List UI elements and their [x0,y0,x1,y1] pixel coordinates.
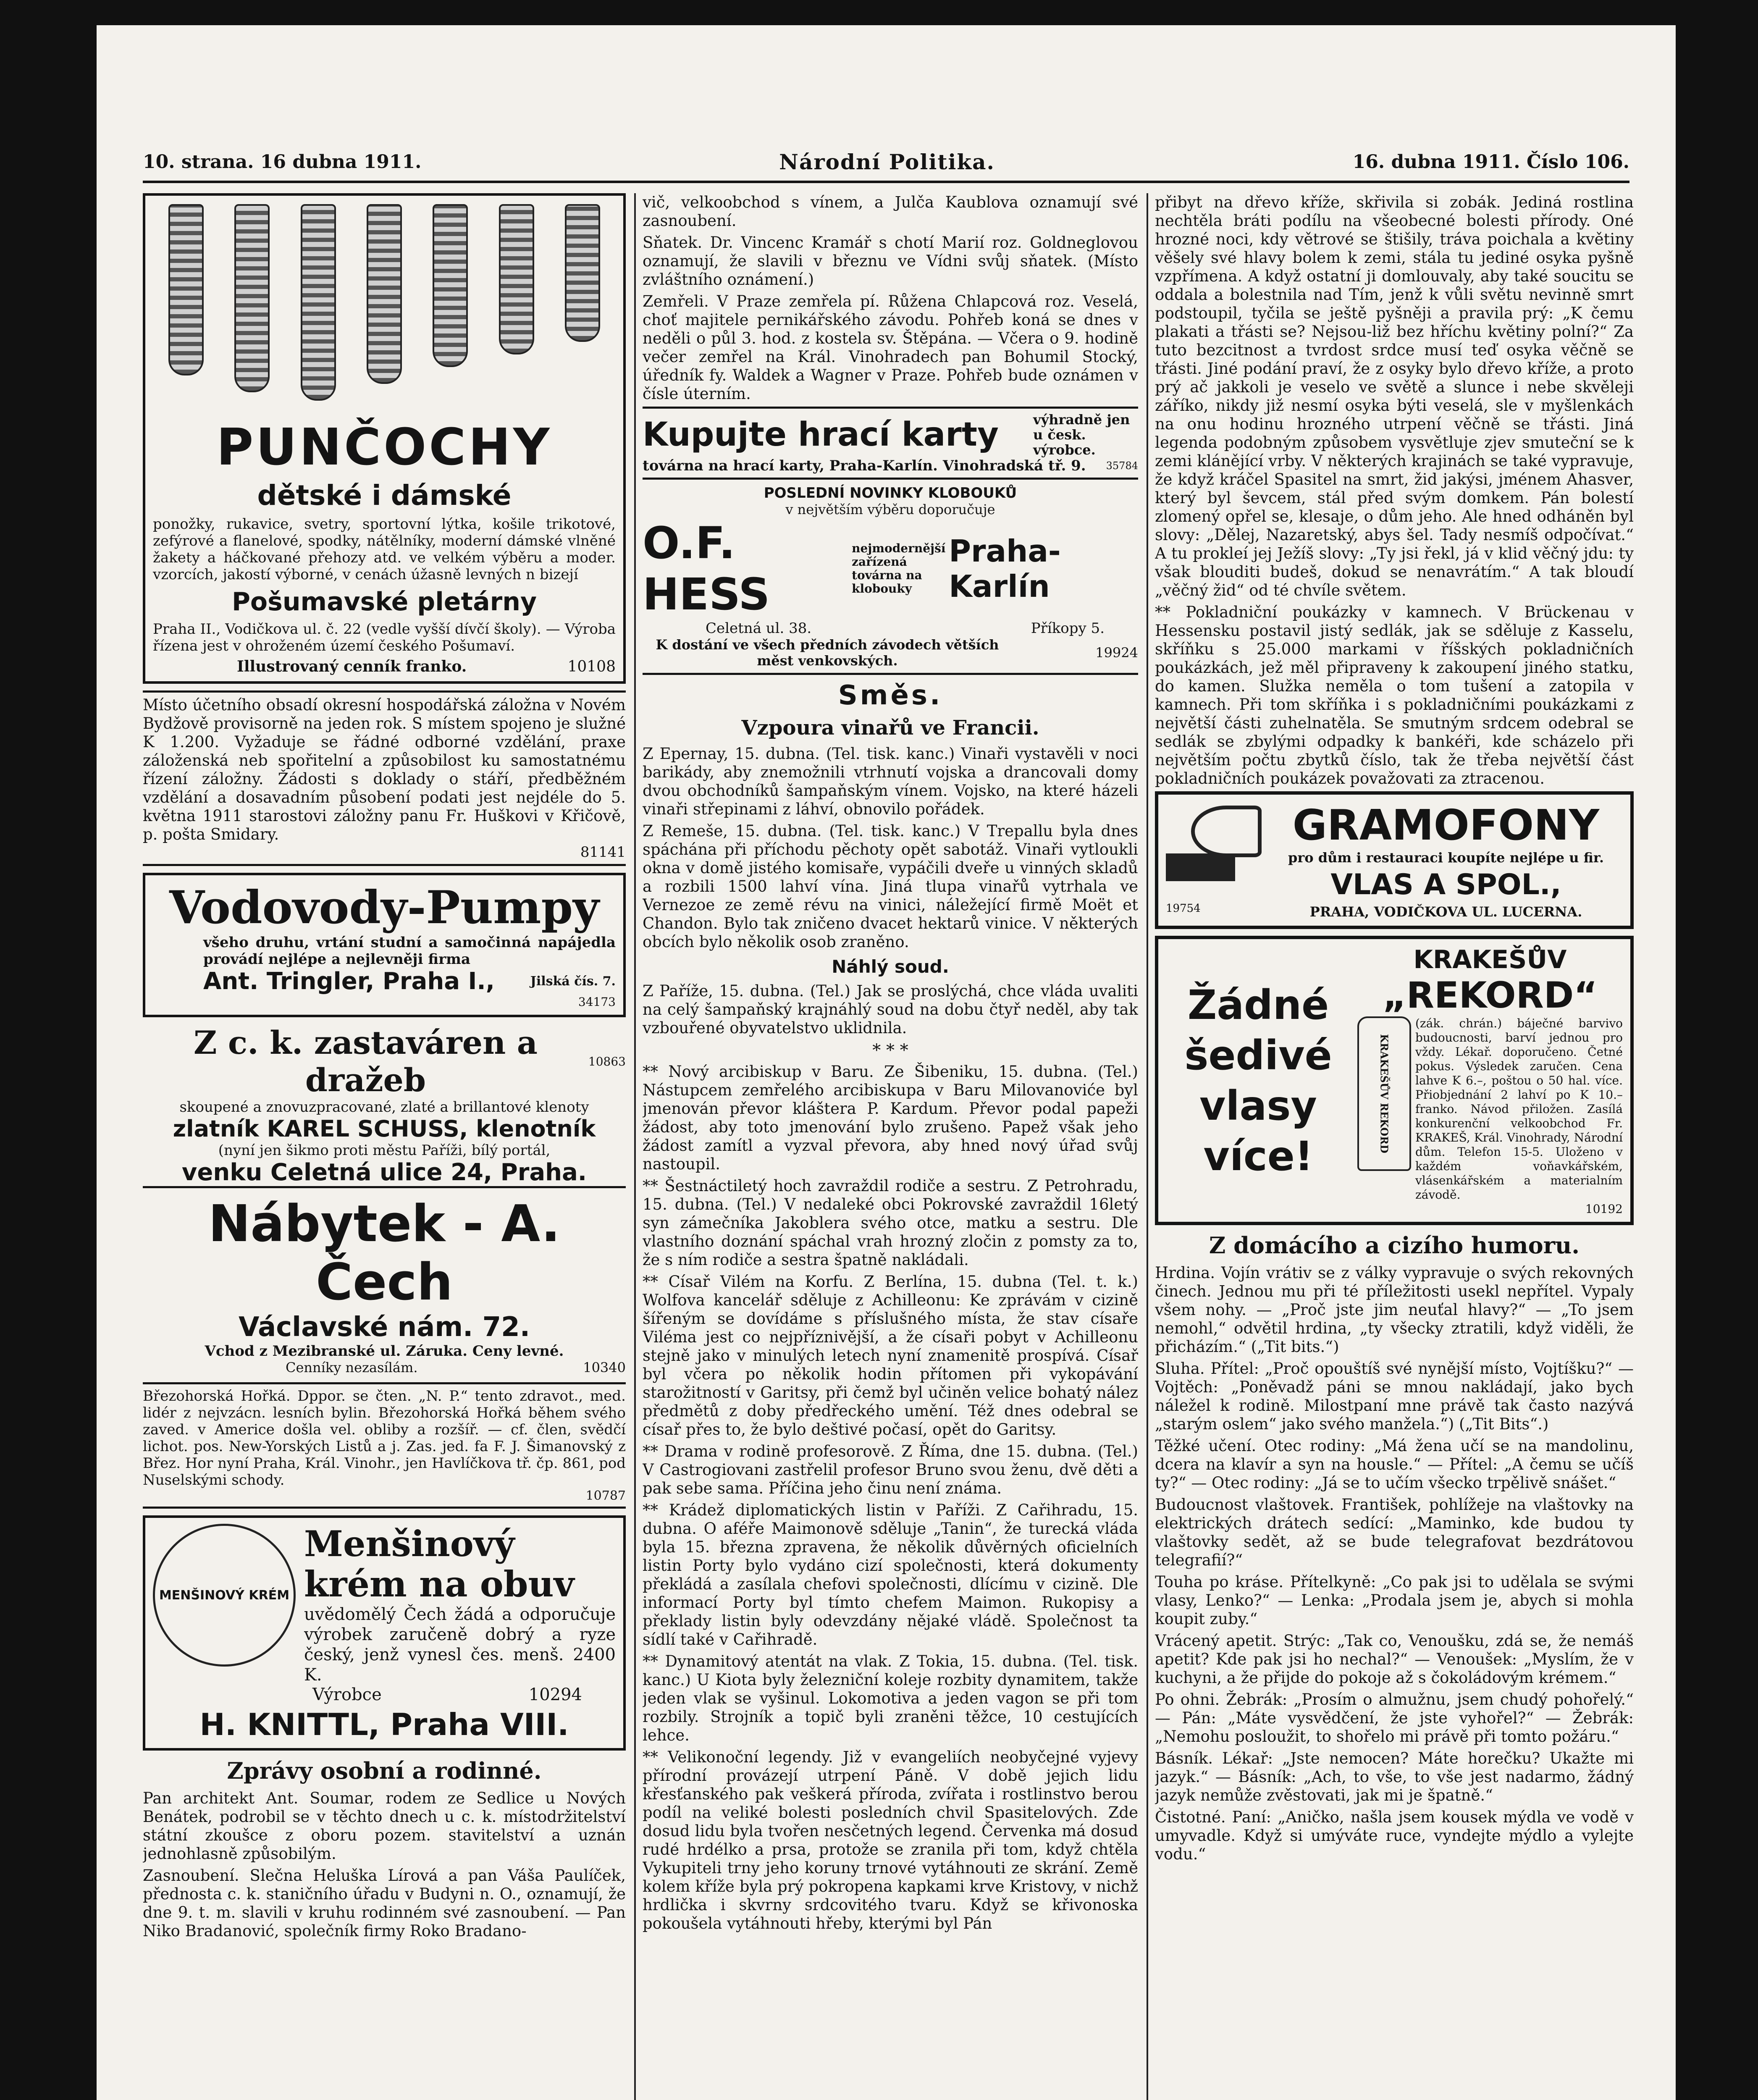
news-item: ** Šestnáctiletý hoch zavraždil rodiče a sestru. Z Petrohradu, 15. dubna. (Tel.) V nedaleké obci Pokrovské zavraždil 16letý syn zámečníka Jakoblera svého otce, matku a sestru. Dle vlastního doznání spáchal vrah hrozný zločin z pomsty za to, že s ním rodiče a sestra špatně nakládali. [643,1177,1138,1269]
ad-mensinovy-vyrobce: Výrobce [312,1685,382,1704]
humor-list [1155,1264,1634,1864]
ad-nabytek-addr: Václavské nám. 72. [238,1312,530,1343]
ad-nabytek-code: 10340 [583,1360,626,1376]
ad-mensinovy-vyrobce-row [153,1685,616,1704]
vzpoura-p2: Z Remeše, 15. dubna. (Tel. tisk. kanc.) V Trepallu byla dnes spáchána při příchodu pěchoty opět sabotáž. Vinaři vytloukli okna v domě jistého komisaře, vypáčili dveře u vinných skladů a rozbili 1500 lahví vína. Jiná tlupa vinařů vytrhala ve Vernezoe ze země révu na vinici, náležející firmě Moët et Chandon. Bylo tak zničeno dvacet hektarů vinice. V některých obcích bylo několik osob zraněno. [643,822,1138,951]
ad-karty-line-row [643,457,1138,474]
ad-hess-city: Praha-Karlín [949,533,1061,604]
bottle-label: KRAKEŠŮV REKORD [1378,1034,1391,1153]
ad-karty-side: výhradně jen u česk. výrobce. [1033,412,1130,458]
column-2 [643,193,1138,2100]
ad-gramofony-title: GRAMOFONY [1292,801,1600,850]
ad-nabytek-line: Vchod z Mezibranské ul. Záruka. Ceny levné. [205,1343,564,1360]
ad-zastavarna-line4: venku Celetná ulice 24, Praha. [143,1159,626,1188]
ad-zastavarna-line2: zlatník KAREL SCHUSS, klenotník [173,1116,596,1142]
ad-rekord-text: (zák. chrán.) báječné barvivo budoucnosti, barví jednou pro vždy. Lékař. doporučeno. Četné pokus. Výsledek zaručen. Cena lahve K 6.–, poštou o 50 hal. více. Přiobjednání 2 lahví po K 10.– franko. Návod přiložen. Zasílá konkurenční velkoobchod Fr. KRAKEŠ, Král. Vinohrady, Národní dům. Telefon 15-5. Uloženo v každém voňavkářském, vlásenkářském a materialním závodě. [1415,1016,1623,1202]
ad-nabytek-title: Nábytek - A. Čech [208,1195,561,1312]
column-rule-1 [634,193,636,2100]
ad-misto-zalozna [143,690,626,866]
nahly-title: Náhlý soud. [832,956,949,977]
ad-mensinovy-firm: H. KNITTL, Praha VIII. [199,1707,569,1742]
news-item: ** Drama v rodině profesorově. Z Říma, dne 15. dubna. (Tel.) V Castrogiovani zastřelil profesor Bruno svou ženu, dvě děti a pak sebe sama. Příčina jeho činu není známa. [643,1442,1138,1497]
ad-puncochy-subtitle: dětské i dámské [257,479,512,512]
humor-item: Po ohni. Žebrák: „Prosím o almužnu, jsem chudý pohořelý.“ — Pán: „Máte vysvědčení, že jste vyhořel?“ — Žebrák: „Nemohu posloužit, to shořelo mi právě při tomto požáru.“ [1155,1690,1634,1746]
ad-nabytek-line2: Cenníky nezasílám. [286,1360,418,1376]
header-right: 16. dubna 1911. Číslo 106. [1352,151,1629,173]
nahly-p: Z Paříže, 15. dubna. (Tel.) Jak se proslýchá, chce vláda uvaliti na celý šampaňský krajnáhlý soud na dobu čtyř neděl, aby tak vzbouřené obyvatelstvo uklidnila. [643,982,1138,1037]
ad-vodovody [143,873,626,1017]
humor-title: Z domácího a cizího humoru. [1209,1232,1580,1259]
ad-zastavarna-title: Z c. k. zastaváren a dražeb [193,1024,538,1099]
ad-rekord-title2: „REKORD“ [1383,974,1598,1016]
col3-p1: přibyt na dřevo kříže, skřivila si zobák. Jediná rostlina nechtěla bráti podílu na všeobecné bolesti přírody. Oné hrozné noci, kdy větrové se štišily, tráva poichala a květiny věšely své hlavy bolem k zemi, stála tu jediné osyka pyšně vzpřímena. A když ostatní ji domlouvaly, aby také soucitu se oddala a bolestnila nad Tím, jenž k vůli světu nevinně smrt podstoupil, tyčila se ještě pyšněji a pravila prý: „K čemu plakati a třásti se? Nejsou-liž bez hříchu květiny polní?“ Za tuto bezcitnost a tvrdost srdce musí teď osyka věčně se třásti. Jiné podání praví, že z osyky bylo dřevo kříže, a proto prý ač jakkoli je veselo ve světě a slunce i nebe skvěleji záříko, nikdy již nesmí osyka býti veselá, sle v myšlenkách na onu hodinu hrozného utrpení věčně se třásti. Jiná legenda podobným způsobem vysvětluje zjev smuteční se k zemi klánějící vrby. V některých krajinách se také vypravuje, že když kráčel Spasitel na smrt, žid jakýsi, jménem Ahasver, který byl ševcem, stál před svým domkem. Pán bolestí zlomený opřel se, klesaje, o dům jeho. Ale hned odháněn byl slovy: „Dělej, Nazaretský, abys šel. Tady nesmíš odpočívat.“ A tu prokleí jej Ježíš slovy: „Ty jsi řekl, já v klid věčný jdu: ty však blouditi budeš, dokud se nenavrátím.“ A tak bloudí „věčný žid“ od té chvíle světem. [1155,193,1634,599]
ad-vodovody-firm: Ant. Tringler, Praha I., [203,968,495,995]
ad-vodovody-addr: Jilská čís. 7. [530,974,616,989]
ad-karty-title: Kupujte hrací karty [643,416,999,454]
ad-puncochy-footer-row [153,658,616,675]
ad-karty [643,407,1138,480]
news-list [643,1063,1138,1933]
vzpoura-p1: Z Epernay, 15. dubna. (Tel. tisk. kanc.) Vinaři vystavěli v noci barikády, aby znemožnili vtrhnutí vojska a drancovali domy dvou obchodníků šampaňským vínem. Vojsko, na které házeli vinaři střepinami z láhví, obnovilo pořádek. [643,745,1138,818]
ad-puncochy-code: 10108 [567,658,616,675]
ad-misto-zalozna-text: Místo účetního obsadí okresní hospodářská záložna v Novém Bydžově provisorně na jeden rok. S místem spojeno je služné K 1.200. Vyžaduje se řádné odborné vzdělání, praxe záloženská neb spořitelní a způsobilost ku samostatnému řízení záložny. Žádosti s doklady o stáří, předběžném vzdělání a dosavadním působení podati jest nejdéle do 5. května 1911 starostovi záložny panu Fr. Huškovi v Křičově, p. pošta Smidary. [143,696,626,843]
ad-gramofony-addr: PRAHA, VODIČKOVA UL. LUCERNA. [1309,904,1582,920]
ad-rekord-code: 10192 [1585,1202,1623,1216]
ad-rekord-title1: KRAKEŠŮV [1413,945,1567,974]
sock-illustration [367,204,402,384]
ad-hess-bottom: K dostání ve všech předních závodech větších měst venkovských. [656,637,999,669]
newspaper-page [97,25,1676,2100]
ad-zastavarna-line3: (nyní jen šikmo proti městu Paříži, bílý portál, [218,1142,551,1159]
ad-puncochy-address: Praha II., Vodičkova ul. č. 22 (vedle vyšší dívčí školy). — Výroba řízena jest v ohroženém území českého Pošumaví. [153,621,616,654]
ad-zastavarna-line1: skoupené a znovuzpracované, zlaté a brillantové klenoty [179,1099,589,1116]
ad-hess-mid: nejmodernější zařízená továrna na klobouky [852,541,946,596]
sock-illustration [433,204,468,367]
ad-brezohorska-code: 10787 [585,1488,626,1503]
gramophone-icon [1166,806,1260,881]
cream-tin-label: MENŠINOVÝ KRÉM [159,1588,290,1603]
cream-tin-illustration [153,1524,296,1667]
sock-illustration [168,204,204,375]
ad-mensinovy-text: uvědomělý Čech žádá a odporučuje výrobek zaručeně dobrý a ryze český, jenž vynesl čes. menš. 2400 K. [304,1605,616,1685]
humor-item: Vrácený apetit. Strýc: „Tak co, Venoušku, zdá se, že nemáš apetit? Kde pak jsi ho nechal?“ — Venoušek: „Myslím, že v kuchyni, a že přijde do pokoje až s čokoládovým krémem.“ [1155,1632,1634,1687]
column-rule-2 [1147,193,1148,2100]
humor-item: Hrdina. Vojín vrátiv se z války vypravuje o svých rekovných činech. Jednou mu při té příležitosti usekl nepřítel. Vypaly všem nohy. — „Proč jste jim neuťal hlavy?“ — „To jsem nemohl,“ odvětil hrdina, „ty všecky ztratili, když viděli, že přicházím.“ („Tit bits.“) [1155,1264,1634,1356]
ad-karty-line: továrna na hrací karty, Praha-Karlín. Vinohradská tř. 9. [643,457,1086,474]
ad-mensinovy-code: 10294 [528,1685,582,1704]
section-zpravy-title: Zprávy osobní a rodinné. [227,1757,542,1784]
ad-hess-name-row [643,517,1138,620]
col2-p2: Sňatek. Dr. Vincenc Kramář s chotí Marií roz. Goldneglovou oznamují, že slavili v březnu ve Vídni svůj sňatek. (Místo zvláštního oznámení.) [643,234,1138,289]
ad-zastavarna-code: 10863 [588,1054,626,1068]
ad-puncochy-text: ponožky, rukavice, svetry, sportovní lýtka, košile trikotové, zefýrové a flanelové, spodky, nátělníky, moderní dámské vlněné žakety a háčkované přehozy atd. ve velkém výběru a moder. vzorcích, jakostí výborné, v cenách úžasně levných n bizejí [153,516,616,583]
ad-vodovody-title: Vodovody-Pumpy [169,881,599,934]
ad-puncochy-footer: Illustrovaný cenník franko. [237,658,467,675]
humor-item: Čistotné. Paní: „Aničko, našla jsem kousek mýdla ve vodě v umyvadle. Když si umýváte ruce, vyndejte mýdlo a vylejte vodu.“ [1155,1808,1634,1863]
ad-hess-addr2: Příkopy 5. [1031,620,1105,637]
ad-hess-code: 19924 [1095,645,1138,661]
news-item: ** Dynamitový atentát na vlak. Z Tokia, 15. dubna. (Tel. tisk. kanc.) U Kiota byly železniční koleje rozbity dynamitem, takže jeden vlak se vyšinul. Lokomotiva a jeden vagon se při tom rozbily. Strojník a topič byli zraněni těžce, 10 cestujících lehce. [643,1652,1138,1744]
news-item: ** Velikonoční legendy. Již v evangeliích neobyčejné vyjevy přírodní provázejí utrpení Páně. V době jejich lidu křesťanského pak veškerá příroda, zvířata i rostlinstvo berou podíl na veliké bolesti posledních chvil Spasitelových. Zde dosud lidu byla tvořen nesčetných legend. Červenka má dosud rudé hrdélko a prsa, protože se zranila při tom, když chtěla Vykupiteli trny jeho koruny trnové vytáhnouti ze skrání. Země kolem kříže byla prý pokropena kapkami krve Kristovy, v nichž hrdlička i skvrny srdcovitého tvaru. Když se křivonoska pokoušela vytáhnouti hřeby, kterými byl Pán [643,1748,1138,1932]
ad-vodovody-code: 34173 [578,995,616,1009]
zpravy-p1: Pan architekt Ant. Soumar, rodem ze Sedlice u Nových Benátek, podrobil se v těchto dnech u c. k. místodržitelství státní zkoušce z oboru pozem. stavitelství a uznán jednohlasně způsobilým. [143,1789,626,1863]
ad-brezohorska [143,1382,626,1509]
ad-vodovody-text: všeho druhu, vrtání studní a samočinná napájedla provádí nejlépe a nejlevněji firma [203,934,616,968]
ad-rekord [1155,936,1634,1225]
ad-nabytek-footer-row [143,1360,626,1376]
header-masthead: Národní Politika. [779,149,995,174]
column-1 [143,193,626,2100]
ad-gramofony [1155,791,1634,929]
news-item: ** Krádež diplomatických listin v Paříži. Z Cařihradu, 15. dubna. O aféře Maimonově sděluje „Tanin“, že turecká vláda byla 15. března zpravena, že několik důvěrných oficielních listin Porty bylo vydáno cizí společnosti, která dokumenty překládá a zasílala chefovi společnosti, dlícímu v cizině. Dle informací Porty byl tímto chefem Maimon. Rukopisy a překlady listin byly odevzdány nějaké vládě. Společnost ta sídlí také v Cařihradě. [643,1501,1138,1648]
humor-item: Básník. Lékař: „Jste nemocen? Máte horečku? Ukažte mi jazyk.“ — Básník: „Ach, to vše, to vše jest nadarmo, žádný jazyk nemůže zvěstovati, jak mi je špatně.“ [1155,1749,1634,1804]
ad-hess-addr1: Celetná ul. 38. [706,620,812,637]
page-header [143,143,1629,183]
ad-gramofony-line: pro dům i restauraci koupíte nejlépe u fir. [1288,850,1604,866]
ad-misto-zalozna-code: 81141 [580,844,626,861]
section-smes-title: Směs. [838,680,943,711]
ad-hess-top2: v největším výběru doporučuje [785,501,995,517]
vzpoura-title: Vzpoura vinařů ve Francii. [741,716,1039,740]
socks-illustration [153,204,616,414]
ad-brezohorska-text: Březohorská Hořká. Dppor. se čten. „N. P.“ tento zdravot., med. lidér z nejvzácn. lesních bylin. Březohorská Hořká během svého zaved. v Americe došla vel. obliby a rozšíř. — cf. člen, svědčí lichot. pos. New-Yorských Listů a j. Zas. jed. fa F. J. Šimanovský z Břez. Hor nyní Praha, Král. Vinohr., jen Havlíčkova tř. čp. 861, pod Nuselskými schody. [143,1388,626,1488]
ad-hess [643,485,1138,675]
humor-item: Budoucnost vlaštovek. František, pohlížeje na vlaštovky na elektrických drátech sedící: „Maminko, kde budou ty vlaštovky sedět, až se bude telegrafovat bezdrátovou telegrafií?“ [1155,1496,1634,1569]
ad-puncochy-title: PUNČOCHY [216,418,552,477]
header-left: 10. strana. 16 dubna 1911. [143,151,422,173]
ad-puncochy-firm: Pošumavské pletárny [231,587,537,617]
col3-p2: ** Pokladniční poukázky v kamnech. V Brückenau v Hessensku postavil jistý sedlák, jak se sděluje z Kasselu, skříňku s 25.000 markami v říšských pokladničních poukázkách, jež měl připraveny k zakoupení jiného statku, do kamen. Služka neměla o tom tušení a zatopila v kamnech. Při tom skříňka i s pokladničními poukázkami z největší části zuhelnatěla. Se smutným srdcem odebral se sedlák se zbylými odpadky k bankéři, kde scházelo při největším počtu zbytků číslo, tak že třeba největší část pokladničních poukázek považovati za ztracenou. [1155,603,1634,788]
zpravy-p2: Zasnoubení. Slečna Heluška Lírová a pan Váša Paulíček, přednosta c. k. staničního úřadu v Budyni n. O., oznamují, že dne 9. t. m. slavili v kruhu rodinném své zasnoubení. — Pan Niko Bradanović, společník firmy Roko Bradano- [143,1866,626,1940]
sock-illustration [565,204,600,342]
ad-hess-bottom-row [643,637,1138,669]
sock-illustration [301,204,336,401]
ad-mensinovy-title: Menšinový krém na obuv [304,1523,575,1605]
ad-nabytek [143,1195,626,1376]
ad-hess-addr-row [643,620,1138,637]
news-item: ** Císař Vilém na Korfu. Z Berlína, 15. dubna (Tel. t. k.) Wolfova kancelář sděluje z Achilleonu: Ke zprávám v cizině šířeným se dovídáme s příslušného místa, že stav císaře Viléma jest co nejpříznivější, a že císaři pobyt v Achilleonu stejně jako v minulých letech nyní znamenitě prospívá. Císař byl včera po několik hodin přítomen při vykopávání starožitností v Garitsy, při čemž byl učiněn velice bohatý nález předmětů z doby předřeckého umění. Též dnes odebral se císař přes to, že bylo deštivé počasí, opět do Garitsy. [643,1273,1138,1438]
humor-item: Sluha. Přítel: „Proč opouštíš své nynější místo, Vojtíšku?“ — Vojtěch: „Poněvadž páni se mnou nakládají, jako bych náležel k rodině. Milostpaní mne právě tak často nazývá „starým oslem“ jako svého manžela.“) („Tit Bits“.) [1155,1360,1634,1433]
col2-p1: vič, velkoobchod s vínem, a Julča Kaublova oznamují své zasnoubení. [643,193,1138,230]
ad-vodovody-firm-row [203,968,616,995]
ad-karty-title-row [643,412,1138,457]
ad-rekord-slogan: Žádné šedivé vlasy více! [1184,981,1332,1180]
ad-puncochy [143,193,626,684]
bottle-illustration [1357,1016,1411,1171]
sock-illustration [234,204,270,392]
gramophone-illustration [1166,806,1262,915]
sock-illustration [499,204,534,354]
ad-mensinovy [143,1515,626,1751]
humor-item: Touha po kráse. Přítelkyně: „Co pak jsi to udělala se svými vlasy, Lenko?“ — Lenka: „Prodala jsem je, abych si mohla koupit zuby.“ [1155,1573,1634,1628]
column-3 [1155,193,1634,2100]
ad-hess-top: POSLEDNÍ NOVINKY KLOBOUKŮ [764,485,1017,501]
ad-gramofony-firm: VLAS A SPOL., [1330,868,1561,901]
ad-karty-code: 35784 [1106,460,1138,472]
col2-p3: Zemřeli. V Praze zemřela pí. Růžena Chlapcová roz. Veselá, choť majitele pernikářského závodu. Pohřeb koná se dnes v neděli o půl 3. hod. z kostela sv. Štěpána. — Včera o 9. hodině večer zemřel na Král. Vinohradech pan Bohumil Stocký, úředník fy. Waldek a Wagner v Praze. Pohřeb bude oznámen v čísle úterním. [643,292,1138,403]
section-stars: * * * [872,1041,908,1060]
ad-gramofony-code: 19754 [1166,902,1201,915]
humor-item: Těžké učení. Otec rodiny: „Má žena učí se na mandolinu, dcera na klavír a syn na housle.“ — Přítel: „A čemu se učíš ty?“ — Otec rodiny: „Já se to učím všecko trpělivě snášet.“ [1155,1437,1634,1492]
ad-zastavarna-title-row [143,1024,626,1099]
ad-hess-name: O.F. HESS [643,517,770,620]
news-item: ** Nový arcibiskup v Baru. Ze Šibeniku, 15. dubna. (Tel.) Nástupcem zemřelého arcibiskupa v Baru Milovanoviće byl jmenován převor kláštera P. Kardum. Převor podal papeži žádost, aby toto jmenování bylo zrušeno. Papež však jeho žádost zamítl a vyzval převora, aby hned nový úřad svůj nastoupil. [643,1063,1138,1173]
ad-zastavarna [143,1024,626,1188]
